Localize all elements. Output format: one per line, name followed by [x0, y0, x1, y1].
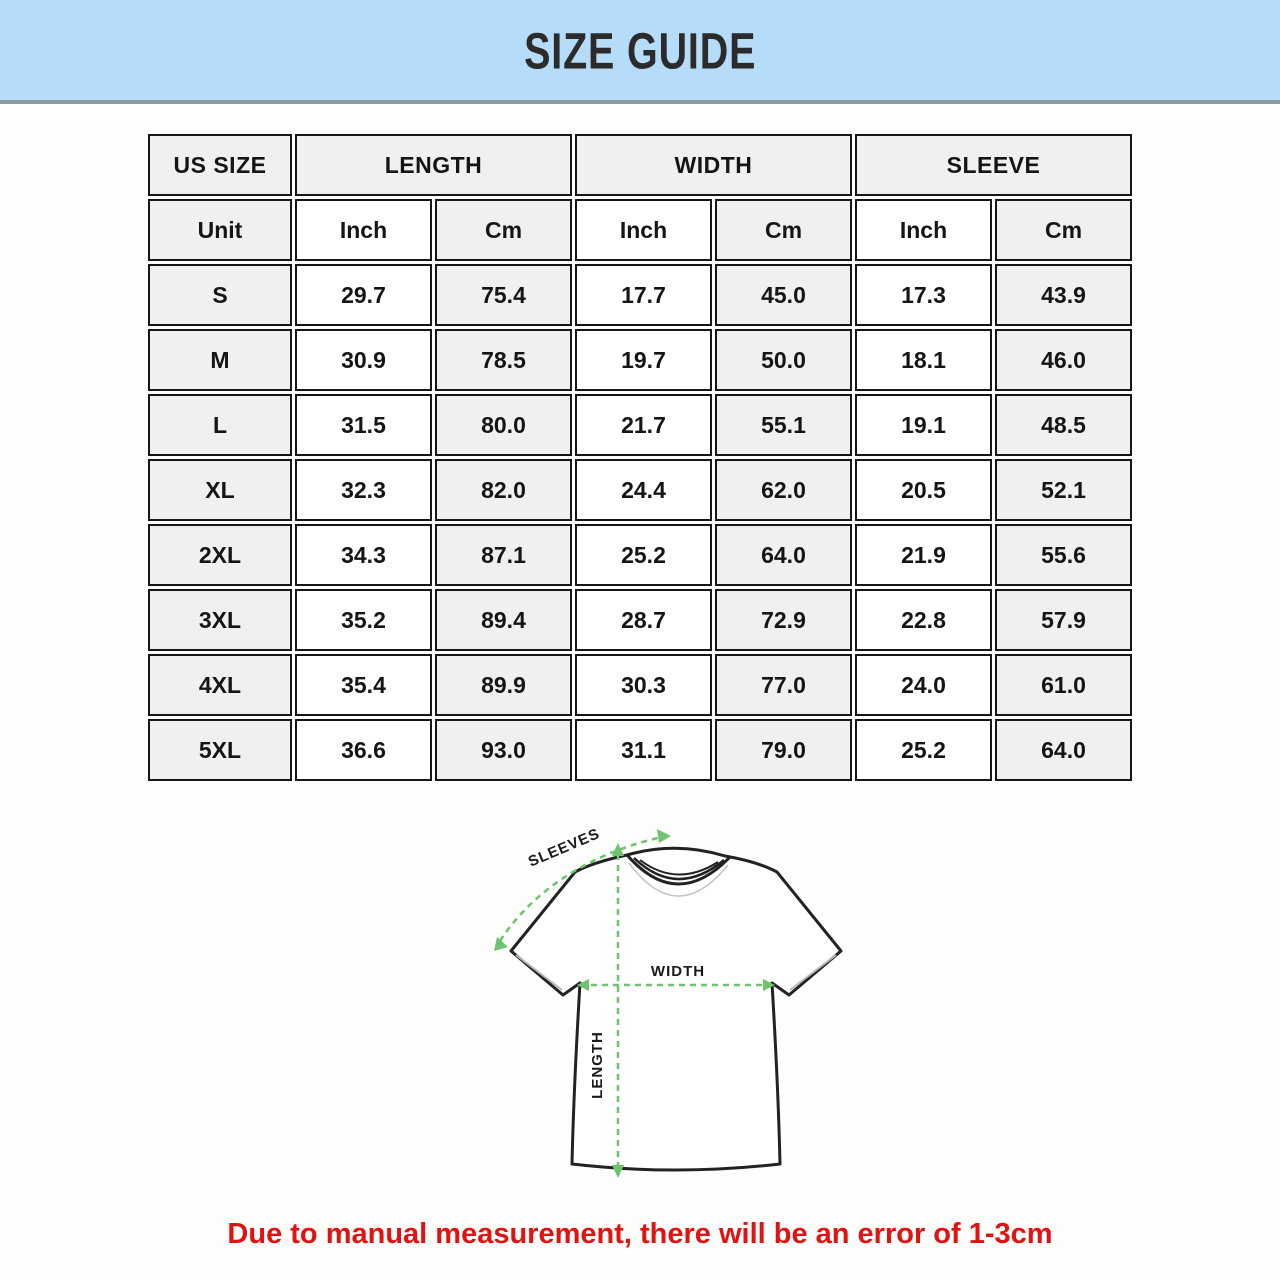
table-header-row	[148, 134, 1132, 196]
size-table	[145, 131, 1135, 784]
value-cell: 21.9	[855, 524, 992, 586]
value-cell: 93.0	[435, 719, 572, 781]
value-cell: 57.9	[995, 589, 1132, 651]
unit-cm-cell: Cm	[715, 199, 852, 261]
size-cell: 3XL	[148, 589, 292, 651]
table-row	[148, 459, 1132, 521]
unit-cm-cell: Cm	[435, 199, 572, 261]
value-cell: 34.3	[295, 524, 432, 586]
header-banner	[0, 0, 1280, 104]
value-cell: 36.6	[295, 719, 432, 781]
value-cell: 50.0	[715, 329, 852, 391]
unit-label-cell: Unit	[148, 199, 292, 261]
value-cell: 77.0	[715, 654, 852, 716]
value-cell: 25.2	[575, 524, 712, 586]
unit-header-row	[148, 199, 1132, 261]
value-cell: 75.4	[435, 264, 572, 326]
tshirt-svg	[478, 810, 878, 1210]
page-title: SIZE GUIDE	[523, 21, 757, 79]
value-cell: 55.6	[995, 524, 1132, 586]
value-cell: 72.9	[715, 589, 852, 651]
value-cell: 18.1	[855, 329, 992, 391]
value-cell: 55.1	[715, 394, 852, 456]
value-cell: 62.0	[715, 459, 852, 521]
size-cell: 4XL	[148, 654, 292, 716]
table-row	[148, 589, 1132, 651]
length-label: LENGTH	[589, 1031, 606, 1099]
table-row	[148, 719, 1132, 781]
value-cell: 19.1	[855, 394, 992, 456]
value-cell: 87.1	[435, 524, 572, 586]
value-cell: 46.0	[995, 329, 1132, 391]
value-cell: 31.1	[575, 719, 712, 781]
table-row	[148, 329, 1132, 391]
value-cell: 29.7	[295, 264, 432, 326]
tshirt-diagram	[0, 788, 1280, 1202]
value-cell: 17.7	[575, 264, 712, 326]
value-cell: 35.4	[295, 654, 432, 716]
value-cell: 45.0	[715, 264, 852, 326]
value-cell: 89.9	[435, 654, 572, 716]
value-cell: 52.1	[995, 459, 1132, 521]
value-cell: 22.8	[855, 589, 992, 651]
column-header-sleeve: SLEEVE	[855, 134, 1132, 196]
value-cell: 48.5	[995, 394, 1132, 456]
value-cell: 35.2	[295, 589, 432, 651]
value-cell: 32.3	[295, 459, 432, 521]
length-arrowhead-bottom	[612, 1165, 624, 1178]
value-cell: 20.5	[855, 459, 992, 521]
unit-inch-cell: Inch	[575, 199, 712, 261]
size-cell: L	[148, 394, 292, 456]
value-cell: 89.4	[435, 589, 572, 651]
size-cell: M	[148, 329, 292, 391]
value-cell: 78.5	[435, 329, 572, 391]
value-cell: 64.0	[995, 719, 1132, 781]
size-cell: S	[148, 264, 292, 326]
value-cell: 80.0	[435, 394, 572, 456]
value-cell: 82.0	[435, 459, 572, 521]
table-row	[148, 524, 1132, 586]
table-row	[148, 394, 1132, 456]
value-cell: 25.2	[855, 719, 992, 781]
size-cell: 2XL	[148, 524, 292, 586]
column-header-us-size: US SIZE	[148, 134, 292, 196]
value-cell: 19.7	[575, 329, 712, 391]
size-cell: XL	[148, 459, 292, 521]
value-cell: 24.0	[855, 654, 992, 716]
value-cell: 30.9	[295, 329, 432, 391]
measurement-note: Due to manual measurement, there will be an error of 1-3cm	[227, 1218, 1053, 1250]
value-cell: 43.9	[995, 264, 1132, 326]
width-label: WIDTH	[650, 963, 706, 980]
table-row	[148, 264, 1132, 326]
sleeves-label: SLEEVES	[525, 825, 603, 871]
value-cell: 61.0	[995, 654, 1132, 716]
unit-inch-cell: Inch	[295, 199, 432, 261]
table-row	[148, 654, 1132, 716]
column-header-width: WIDTH	[575, 134, 852, 196]
unit-inch-cell: Inch	[855, 199, 992, 261]
value-cell: 17.3	[855, 264, 992, 326]
size-cell: 5XL	[148, 719, 292, 781]
value-cell: 28.7	[575, 589, 712, 651]
sleeves-arrowhead-top	[657, 829, 671, 843]
value-cell: 24.4	[575, 459, 712, 521]
value-cell: 21.7	[575, 394, 712, 456]
unit-cm-cell: Cm	[995, 199, 1132, 261]
column-header-length: LENGTH	[295, 134, 572, 196]
value-cell: 64.0	[715, 524, 852, 586]
value-cell: 30.3	[575, 654, 712, 716]
value-cell: 31.5	[295, 394, 432, 456]
value-cell: 79.0	[715, 719, 852, 781]
